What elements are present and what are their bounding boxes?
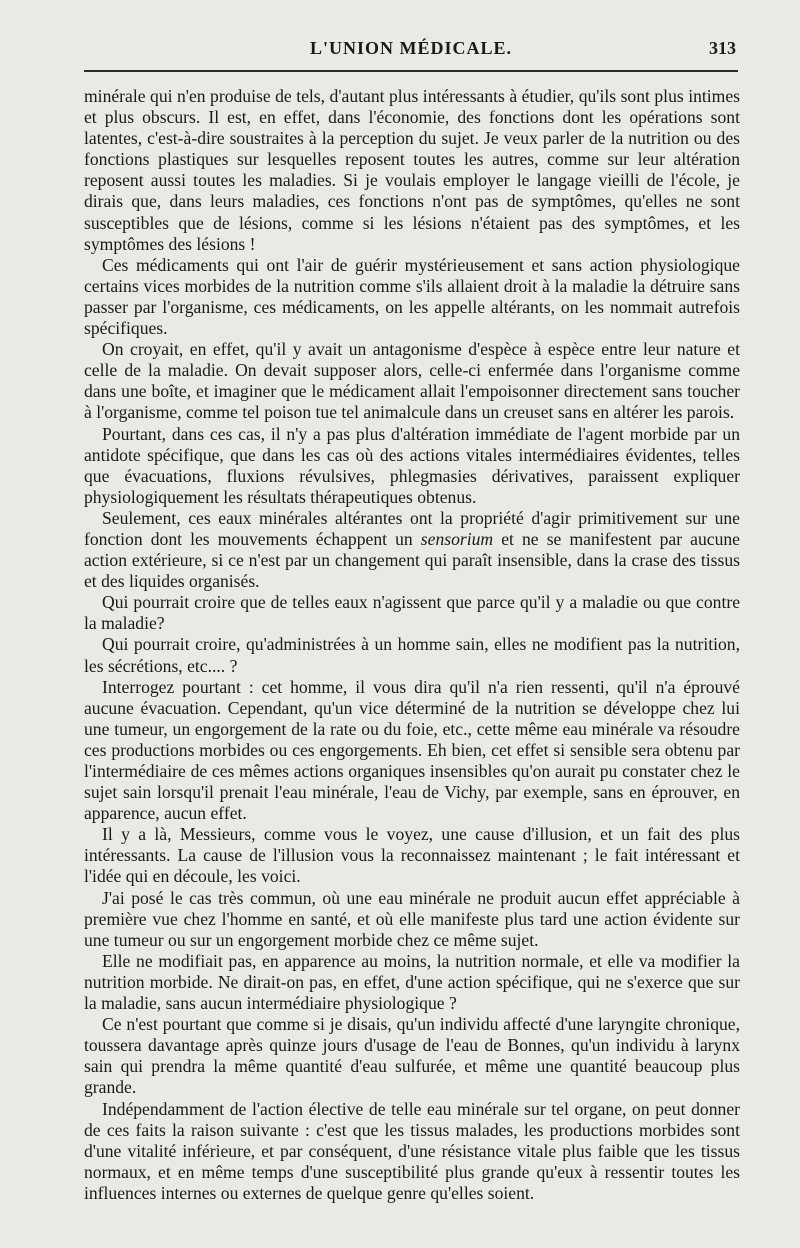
paragraph: Ce n'est pourtant que comme si je disais, qu'un individu affecté d'une laryngite chronique, toussera davantage après quinze jours d'usage de l'eau de Bonnes, qu'un individu à larynx sain qui prendra la même quantité d'eau sulfurée, et même une quantité beaucoup plus grande. <box>84 1014 740 1098</box>
running-title: L'UNION MÉDICALE. <box>309 38 513 58</box>
paragraph <box>84 508 740 592</box>
italic-term: sensorium <box>420 528 494 549</box>
paragraph: Qui pourrait croire que de telles eaux n'agissent que parce qu'il y a maladie ou que contre la maladie? <box>84 592 740 634</box>
paragraph-text: et ne se manifestent par aucune action extérieure, si ce n'est par un changement qui paraît insensible, dans la crase des tissus et des liquides organisés. <box>84 528 740 592</box>
paragraph-text: Seulement, ces eaux minérales altérantes ont la propriété d'agir primitivement sur une fonction dont les mouvements échappent un <box>84 507 740 549</box>
paragraph: minérale qui n'en produise de tels, d'autant plus intéressants à étudier, qu'ils sont plus intimes et plus obscurs. Il est, en effet, dans l'économie, des fonctions dont les opérations sont latentes, c'est-à-dire soustraites à la perception du sujet. Je veux parler de la nutrition ou des fonctions plastiques sur lesquelles reposent toutes les autres, comme sur leur altération reposent aussi toutes les maladies. Si je voulais employer le langage vieilli de l'école, je dirais que, dans leurs maladies, ces fonctions n'ont pas de symptômes, qu'elles ne sont susceptibles que de lésions, comme si les lésions n'étaient pas des symptômes, et les symptômes des lésions ! <box>84 86 740 254</box>
paragraph: Qui pourrait croire, qu'administrées à un homme sain, elles ne modifient pas la nutrition, les sécrétions, etc.... ? <box>84 634 740 676</box>
page-number: 313 <box>709 38 736 58</box>
paragraph: Il y a là, Messieurs, comme vous le voyez, une cause d'illusion, et un fait des plus intéressants. La cause de l'illusion vous la reconnaissez maintenant ; le fait intéressant et l'idée qui en découle, les voici. <box>84 824 740 887</box>
paragraph: Interrogez pourtant : cet homme, il vous dira qu'il n'a rien ressenti, qu'il n'a éprouvé aucune évacuation. Cependant, qu'un vice déterminé de la nutrition se développe chez lui une tumeur, un engorgement de la rate ou du foie, etc., cette même eau minérale va résoudre ces productions morbides ou ces engorgements. Eh bien, cet effet si sensible sera obtenu par l'intermédiaire de ces mêmes actions organiques insensibles qu'on aurait pu constater chez le sujet sain lorsqu'il prenait l'eau minérale, l'eau de Vichy, par exemple, sans en éprouver, en apparence, aucun effet. <box>84 676 740 824</box>
paragraph: Elle ne modifiait pas, en apparence au moins, la nutrition normale, et elle va modifier la nutrition morbide. Ne dirait-on pas, en effet, d'une action spécifique, qui ne s'exerce que sur la maladie, sans aucun intermédiaire physiologique ? <box>84 950 740 1014</box>
paragraph: Pourtant, dans ces cas, il n'y a pas plus d'altération immédiate de l'agent morbide par un antidote spécifique, que dans les cas où des actions vitales intermédiaires évidentes, telles que évacuations, fluxions révulsives, phlegmasies dérivatives, paraissent expliquer physiologiquement les résultats thérapeutiques obtenus. <box>84 423 740 507</box>
paragraph: Ces médicaments qui ont l'air de guérir mystérieusement et sans action physiologique certains vices morbides de la nutrition comme s'ils allaient droit à la maladie la détruire sans passer par l'organisme, ces médicaments, on les appelle altérants, on les nommait autrefois spécifiques. <box>84 254 740 339</box>
paragraph: Indépendamment de l'action élective de telle eau minérale sur tel organe, on peut donner de ces faits la raison suivante : c'est que les tissus malades, les productions morbides sont d'une vitalité inférieure, et par conséquent, d'une résistance vitale plus faible que les tissus normaux, et en même temps d'une susceptibilité plus grande qu'eux à ressentir toutes les influences internes ou externes de quelque genre qu'elles soient. <box>84 1098 740 1203</box>
body-text <box>84 86 740 1204</box>
paragraph: On croyait, en effet, qu'il y avait un antagonisme d'espèce à espèce entre leur nature et celle de la maladie. On devait supposer alors, celle-ci enfermée dans l'organisme comme dans une boîte, et imaginer que le médicament allait l'empoisonner directement sans toucher à l'organisme, comme tel poison tue tel animalcule dans un creuset sans en altérer les parois. <box>84 339 740 423</box>
header-rule <box>84 70 738 72</box>
paragraph: J'ai posé le cas très commun, où une eau minérale ne produit aucun effet appréciable à première vue chez l'homme en santé, et où elle manifeste plus tard une action évidente sur une tumeur ou sur un engorgement morbide chez ce même sujet. <box>84 887 740 950</box>
page-header <box>84 34 738 64</box>
